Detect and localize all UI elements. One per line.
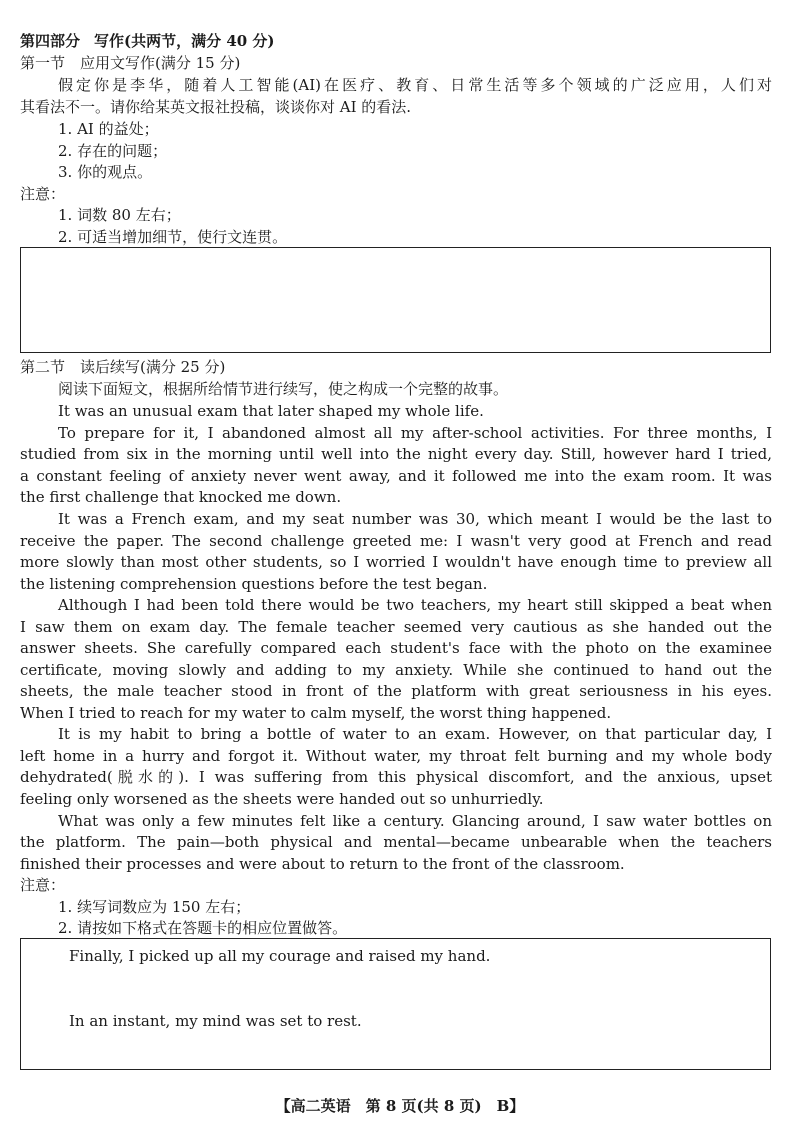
section1-answer-box[interactable]	[20, 247, 771, 353]
passage-line: I saw them on exam day. The female teacher seemed very cautious as she handed out the	[20, 618, 772, 636]
passage-line: certificate, moving slowly and adding to my anxiety. While she continued to hand out the	[20, 661, 772, 679]
section1-notes-label: 注意：	[20, 185, 66, 203]
passage-line: To prepare for it, I abandoned almost all my after-school activities. For three months, I	[58, 424, 772, 442]
section1-prompt-line: 假定你是李华，随着人工智能(AI)在医疗、教育、日常生活等多个领域的广泛应用，人们对	[58, 76, 772, 94]
passage-line: When I tried to reach for my water to calm myself, the worst thing happened.	[20, 704, 612, 722]
part-title: 写作(共两节，满分 40 分)	[94, 32, 275, 50]
section2-notes-label: 注意：	[20, 876, 66, 894]
section2-instruction: 阅读下面短文，根据所给情节进行续写，使之构成一个完整的故事。	[58, 380, 509, 398]
passage-line: the platform. The pain—both physical and mental—became unbearable when the teachers	[20, 833, 772, 851]
section1-point: 3. 你的观点。	[58, 163, 153, 181]
passage-line: What was only a few minutes felt like a century. Glancing around, I saw water bottles on	[58, 812, 772, 830]
section2-note: 2. 请按如下格式在答题卡的相应位置做答。	[58, 919, 348, 937]
passage-line: Although I had been told there would be two teachers, my heart still skipped a beat when	[58, 596, 772, 614]
section1-heading: 第一节 应用文写作(满分 15 分)	[20, 54, 241, 72]
section1-note: 2. 可适当增加细节，使行文连贯。	[58, 228, 288, 246]
passage-line: sheets, the male teacher stood in front of the platform with great seriousness in his eyes.	[20, 682, 772, 700]
continuation-prompt-2: In an instant, my mind was set to rest.	[69, 1012, 362, 1030]
section1-prompt-line: 其看法不一。请你给某英文报社投稿，谈谈你对 AI 的看法.	[20, 98, 412, 116]
passage-line: It was a French exam, and my seat number was 30, which meant I would be the last to	[58, 510, 772, 528]
passage-line: studied from six in the morning until well into the night every day. Still, however hard I tried,	[20, 445, 772, 463]
passage-line: It is my habit to bring a bottle of water to an exam. However, on that particular day, I	[58, 725, 772, 743]
section1-point: 1. AI 的益处；	[58, 120, 159, 138]
page-footer: 【高二英语 第 8 页(共 8 页) B】	[275, 1097, 525, 1115]
passage-line: the first challenge that knocked me down.	[20, 488, 342, 506]
passage-line: a constant feeling of anxiety never went away, and it followed me into the exam room. It was	[20, 467, 772, 485]
part-heading	[20, 31, 772, 52]
passage-line: receive the paper. The second challenge greeted me: I wasn't very good at French and read	[20, 532, 772, 550]
passage-line: feeling only worsened as the sheets were handed out so unhurriedly.	[20, 790, 544, 808]
section2-note: 1. 续写词数应为 150 左右；	[58, 898, 251, 916]
section1-point: 2. 存在的问题；	[58, 142, 168, 160]
passage-line: dehydrated(脱水的). I was suffering from this physical discomfort, and the anxious, upset	[20, 768, 772, 786]
part-label: 第四部分	[20, 32, 81, 50]
section2-heading: 第二节 读后续写(满分 25 分)	[20, 358, 226, 376]
passage-line: more slowly than most other students, so I worried I wouldn't have enough time to preview all	[20, 553, 772, 571]
passage-line: the listening comprehension questions before the test began.	[20, 575, 488, 593]
passage-line: answer sheets. She carefully compared each student's face with the photo on the examinee	[20, 639, 772, 657]
passage-line: finished their processes and were about to return to the front of the classroom.	[20, 855, 625, 873]
passage-line: It was an unusual exam that later shaped my whole life.	[58, 402, 484, 420]
section1-note: 1. 词数 80 左右；	[58, 206, 181, 224]
continuation-prompt-1: Finally, I picked up all my courage and raised my hand.	[69, 947, 491, 965]
passage-line: left home in a hurry and forgot it. Without water, my throat felt burning and my whole body	[20, 747, 772, 765]
section2-answer-box[interactable]	[20, 938, 771, 1070]
